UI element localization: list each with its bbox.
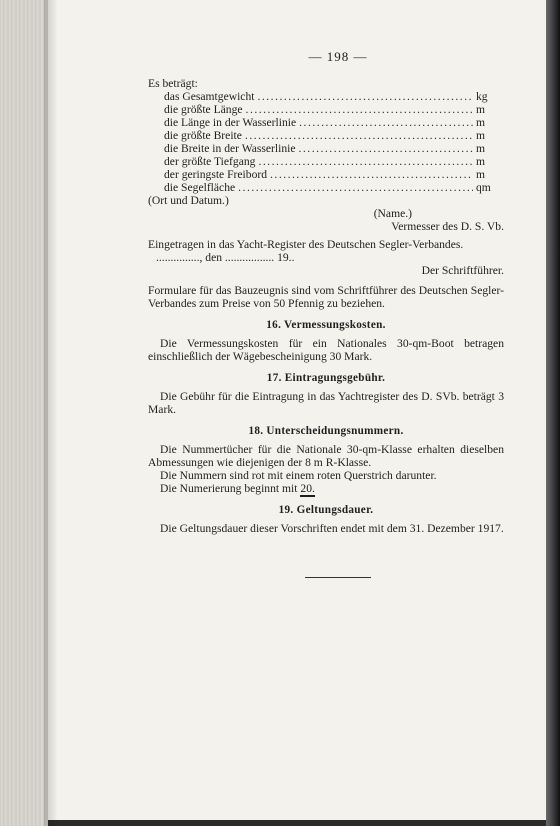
entry-unit: m bbox=[476, 155, 486, 168]
measurement-entry bbox=[148, 129, 504, 142]
gutter-shadow bbox=[44, 0, 58, 826]
dot-leader bbox=[270, 168, 473, 181]
section-heading: 17. Eintragungsgebühr. bbox=[266, 372, 386, 384]
measurement-list bbox=[148, 90, 504, 194]
section-paragraph: Die Geltungsdauer dieser Vorschriften endet mit dem 31. Dezember 1917. bbox=[160, 522, 504, 535]
measurement-entry bbox=[148, 181, 504, 194]
entry-unit: m bbox=[476, 142, 486, 155]
intro-text: Es beträgt: bbox=[148, 77, 198, 90]
entry-label: die Breite in der Wasserlinie bbox=[164, 142, 296, 155]
entry-label: der größte Tiefgang bbox=[164, 155, 256, 168]
entry-label: der geringste Freibord bbox=[164, 168, 268, 181]
section-paragraph: Die Gebühr für die Eintragung in das Yachtregister des D. SVb. beträgt 3 Mark. bbox=[148, 390, 504, 416]
numbering-value: 20. bbox=[300, 482, 315, 495]
entry-label: das Gesamtgewicht bbox=[164, 90, 255, 103]
registration-note: Eingetragen in das Yacht-Register des Deutschen Segler-Verbandes. bbox=[148, 238, 464, 251]
surveyor-signature: Vermesser des D. S. Vb. bbox=[391, 220, 504, 233]
section-paragraph: Die Vermessungskosten für ein Nationales 30-qm-Boot betragen einschließlich der Wägebescheinigung 30 Mark. bbox=[148, 337, 504, 363]
numbering-line bbox=[148, 482, 504, 495]
book-cover-edge bbox=[546, 0, 560, 826]
book-page-edges bbox=[0, 0, 48, 826]
end-rule bbox=[305, 577, 371, 578]
section-heading: 16. Vermessungskosten. bbox=[266, 319, 386, 331]
section-paragraph: Die Nummern sind rot mit einem roten Querstrich darunter. bbox=[160, 469, 437, 482]
entry-unit: m bbox=[476, 168, 486, 181]
secretary-signature: Der Schriftführer. bbox=[421, 264, 504, 277]
dot-leader bbox=[299, 116, 473, 129]
section-heading: 18. Unterscheidungsnummern. bbox=[248, 425, 404, 437]
date-line: ..............., den ................. 19.. bbox=[156, 251, 295, 264]
entry-unit: m bbox=[476, 103, 486, 116]
entry-label: die größte Breite bbox=[164, 129, 242, 142]
place-date: (Ort und Datum.) bbox=[148, 194, 229, 207]
section-paragraph: Die Nummertücher für die Nationale 30-qm-Klasse erhalten dieselben Abmessungen wie diejenigen der 8 m R-Klasse. bbox=[148, 443, 504, 469]
entry-label: die größte Länge bbox=[164, 103, 243, 116]
measurement-entry bbox=[148, 103, 504, 116]
measurement-entry bbox=[148, 155, 504, 168]
entry-unit: m bbox=[476, 129, 486, 142]
dot-leader bbox=[245, 129, 473, 142]
measurement-entry bbox=[148, 116, 504, 129]
measurement-entry bbox=[148, 142, 504, 155]
page-content bbox=[148, 50, 504, 578]
entry-label: die Segelfläche bbox=[164, 181, 236, 194]
dot-leader bbox=[246, 103, 473, 116]
dot-leader bbox=[257, 90, 473, 103]
name-label: (Name.) bbox=[373, 207, 412, 220]
entry-unit: kg bbox=[476, 90, 488, 103]
dot-leader bbox=[258, 155, 473, 168]
forms-note: Formulare für das Bauzeugnis sind vom Schriftführer des Deutschen Segler-Verbandes zum Preise von 50 Pfennig zu beziehen. bbox=[148, 284, 504, 310]
entry-unit: qm bbox=[476, 181, 491, 194]
page-number: — 198 — bbox=[308, 49, 368, 64]
dot-leader bbox=[299, 142, 474, 155]
entry-unit: m bbox=[476, 116, 486, 129]
measurement-entry bbox=[148, 168, 504, 181]
dot-leader bbox=[238, 181, 473, 194]
section-heading: 19. Geltungsdauer. bbox=[278, 504, 374, 516]
entry-label: die Länge in der Wasserlinie bbox=[164, 116, 297, 129]
measurement-entry bbox=[148, 90, 504, 103]
numbering-text: Die Numerierung beginnt mit bbox=[160, 482, 298, 495]
